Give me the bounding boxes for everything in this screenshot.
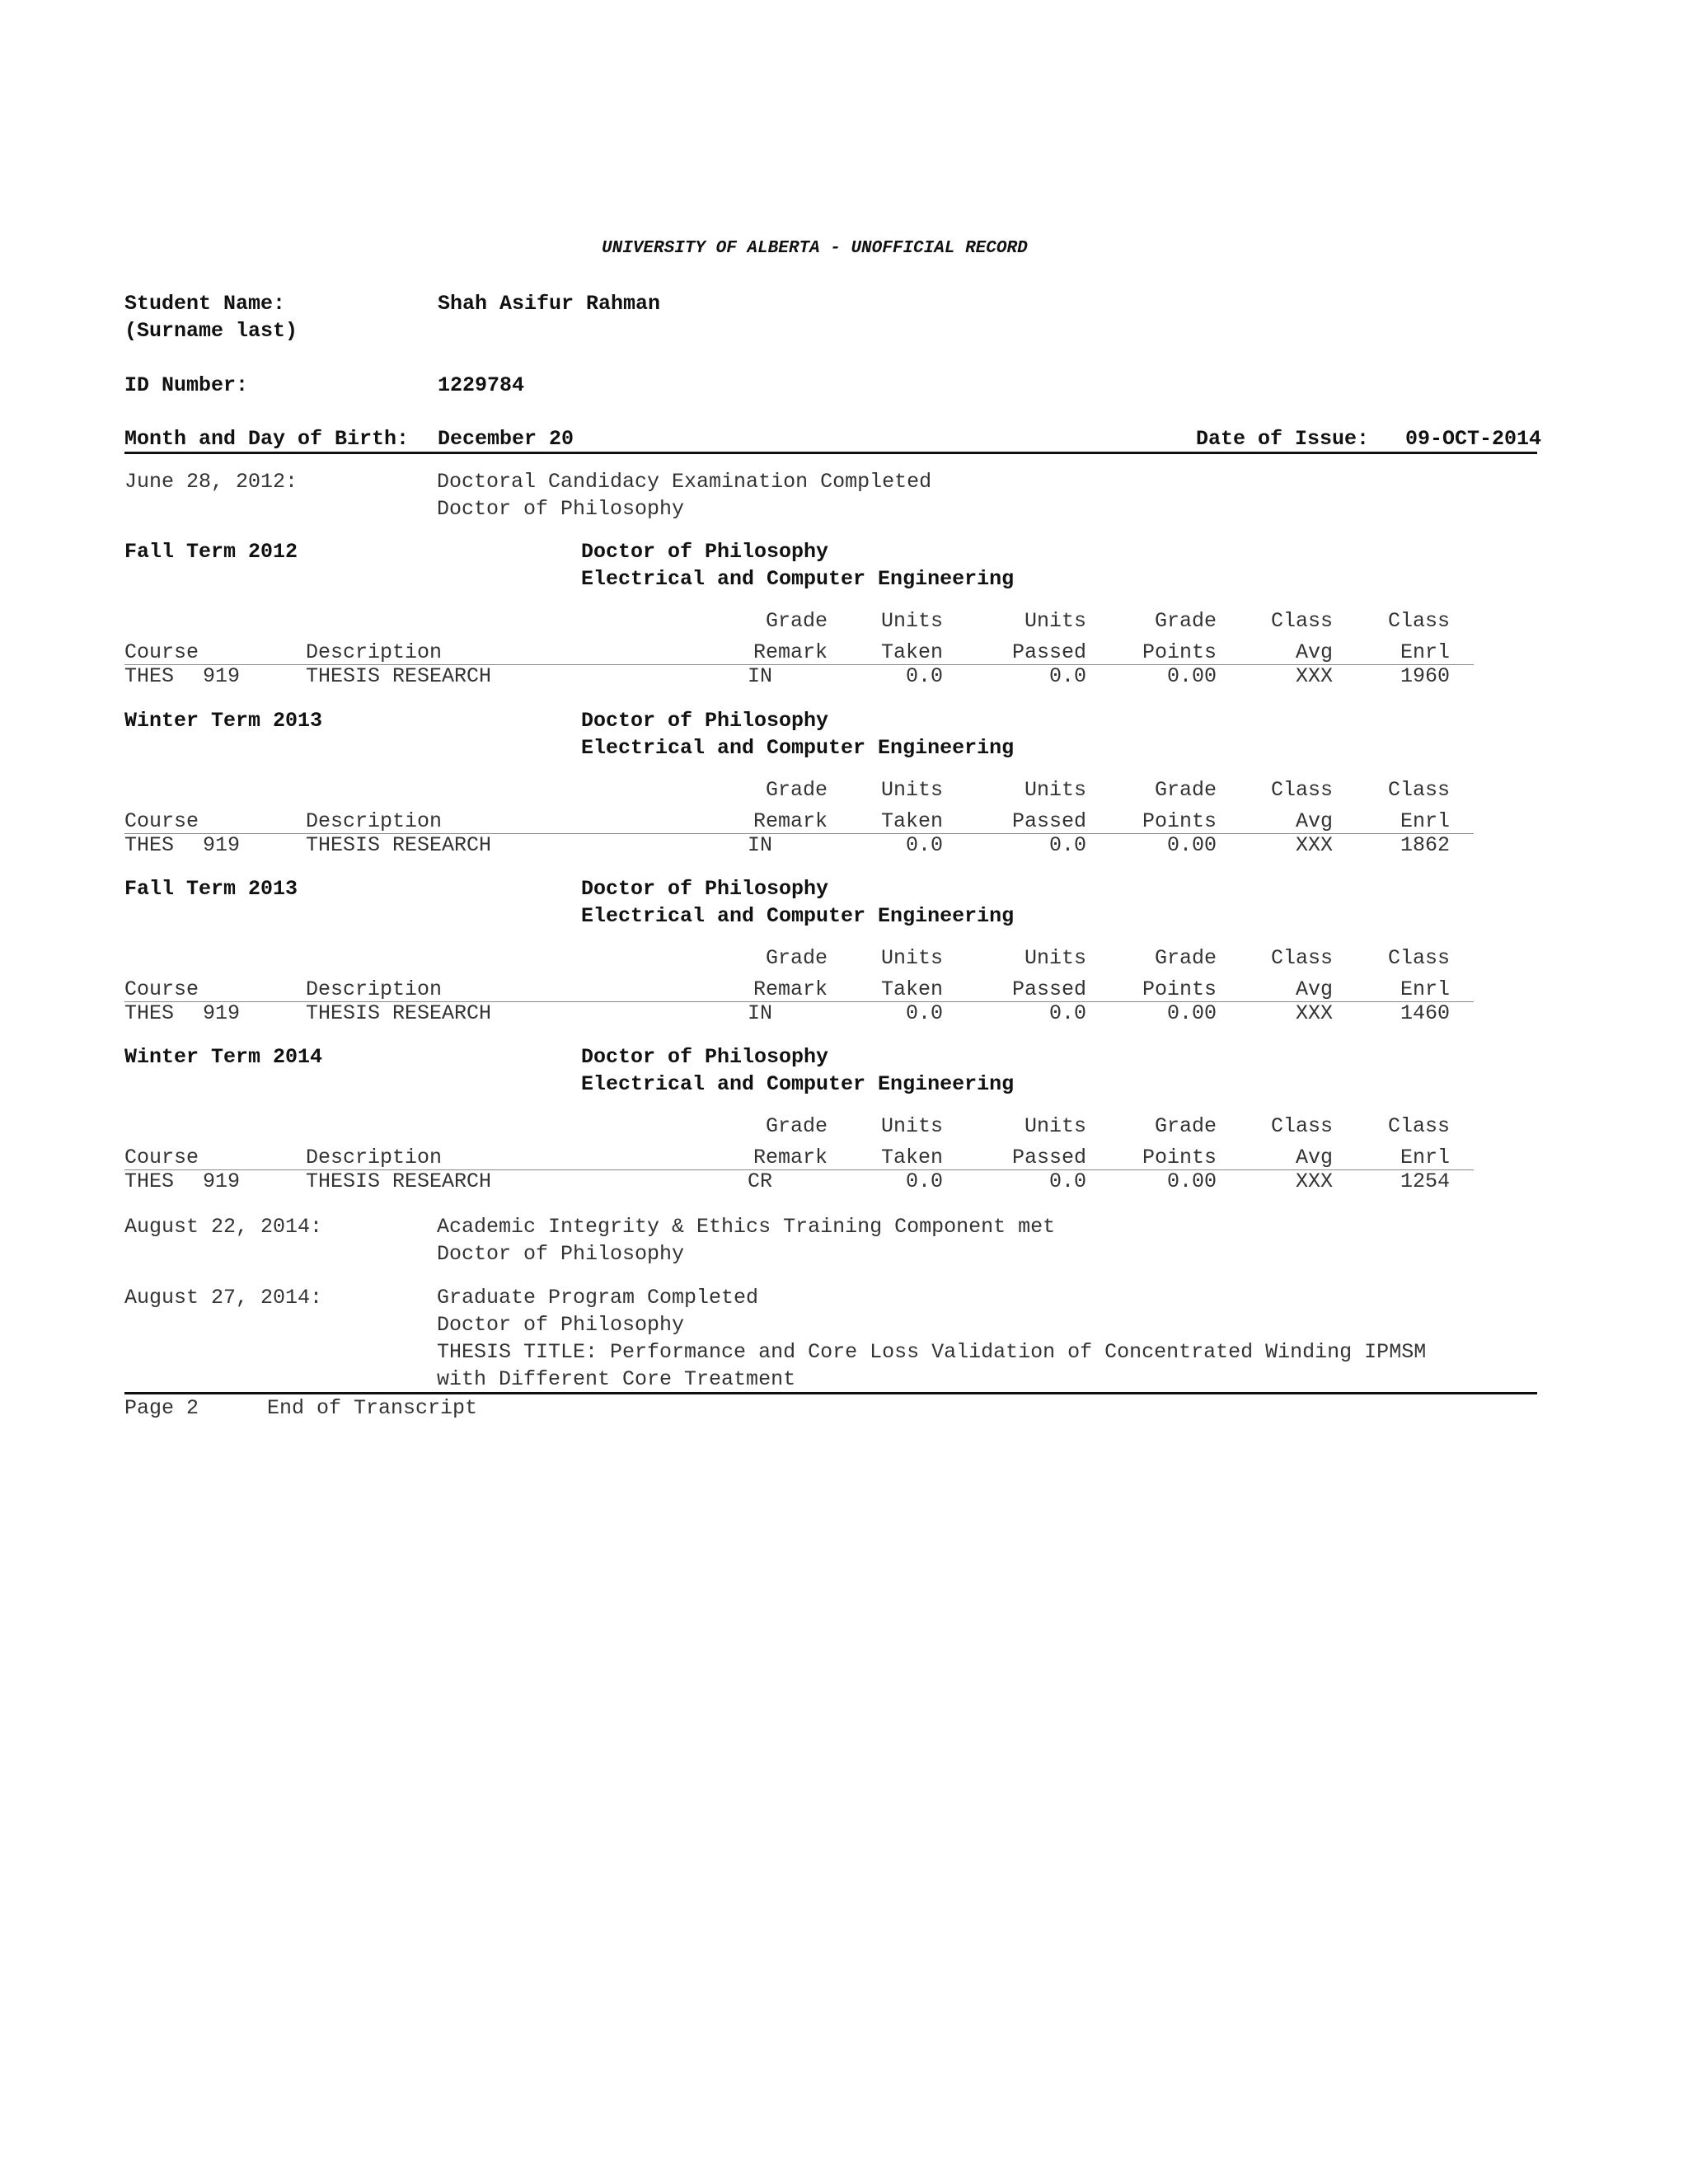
units-taken-header: Taken (880, 809, 943, 833)
units-taken-value: 0.0 (905, 1001, 943, 1025)
term-department: Electrical and Computer Engineering (581, 1072, 1015, 1096)
milestone-date: June 28, 2012: (124, 470, 298, 494)
grade-remark-header: Grade (765, 609, 828, 633)
class-avg-header: Avg (1295, 977, 1333, 1001)
class-enrl-value: 1960 (1400, 664, 1450, 688)
course-description: THESIS RESEARCH (306, 1169, 492, 1193)
class-avg-header: Avg (1295, 640, 1333, 664)
class-avg-header: Class (1270, 778, 1333, 802)
course-number: 919 (203, 1169, 241, 1193)
class-enrl-header: Class (1387, 778, 1450, 802)
units-passed-value: 0.0 (1048, 833, 1086, 857)
description-header: Description (306, 1146, 443, 1169)
class-avg-value: XXX (1295, 1169, 1333, 1193)
grade-points-value: 0.00 (1166, 1169, 1217, 1193)
class-avg-value: XXX (1295, 833, 1333, 857)
grade-points-header: Grade (1154, 946, 1217, 970)
footer-divider (124, 1392, 1537, 1394)
course-header: Course (124, 977, 199, 1001)
description-header: Description (306, 977, 443, 1001)
units-taken-header: Units (880, 946, 943, 970)
units-passed-value: 0.0 (1048, 1001, 1086, 1025)
milestone-program: Doctor of Philosophy (437, 1313, 685, 1337)
document-title: UNIVERSITY OF ALBERTA - UNOFFICIAL RECORD (602, 239, 1028, 258)
units-taken-header: Units (880, 1114, 943, 1138)
thesis-title: THESIS TITLE: Performance and Core Loss Validation of Concentrated Winding IPMSM (437, 1340, 1427, 1364)
milestone-date: August 22, 2014: (124, 1215, 323, 1239)
units-taken-header: Units (880, 609, 943, 633)
grade-points-header: Points (1142, 1146, 1217, 1169)
issue-date-value: 09-OCT-2014 (1405, 427, 1542, 451)
units-passed-header: Passed (1011, 809, 1086, 833)
milestone-date: August 27, 2014: (124, 1286, 323, 1310)
header-divider (124, 452, 1537, 454)
grade-points-value: 0.00 (1166, 1001, 1217, 1025)
milestone-program: Doctor of Philosophy (437, 497, 685, 521)
milestone-text: Academic Integrity & Ethics Training Component met (437, 1215, 1056, 1239)
grade-points-header: Points (1142, 640, 1217, 664)
class-enrl-value: 1862 (1400, 833, 1450, 857)
milestone-text: Graduate Program Completed (437, 1286, 759, 1310)
term-program: Doctor of Philosophy (581, 709, 829, 733)
units-passed-header: Units (1024, 609, 1086, 633)
grade-remark-header: Remark (753, 809, 828, 833)
term-title: Fall Term 2012 (124, 540, 298, 564)
grade-points-header: Points (1142, 977, 1217, 1001)
term-title: Fall Term 2013 (124, 877, 298, 901)
grade-remark-value: IN (748, 1001, 773, 1025)
grade-remark-value: CR (748, 1169, 773, 1193)
issue-date-label: Date of Issue: (1196, 427, 1370, 451)
description-header: Description (306, 640, 443, 664)
class-enrl-header: Class (1387, 946, 1450, 970)
class-enrl-header: Class (1387, 609, 1450, 633)
class-avg-header: Avg (1295, 809, 1333, 833)
course-header: Course (124, 1146, 199, 1169)
grade-points-header: Grade (1154, 609, 1217, 633)
grade-points-value: 0.00 (1166, 664, 1217, 688)
course-number: 919 (203, 664, 241, 688)
term-title: Winter Term 2014 (124, 1045, 323, 1069)
description-header: Description (306, 809, 443, 833)
grade-remark-header: Grade (765, 946, 828, 970)
id-number-label: ID Number: (124, 373, 249, 397)
grade-remark-header: Remark (753, 1146, 828, 1169)
units-taken-value: 0.0 (905, 833, 943, 857)
course-description: THESIS RESEARCH (306, 833, 492, 857)
class-avg-header: Class (1270, 609, 1333, 633)
units-taken-header: Taken (880, 1146, 943, 1169)
units-passed-value: 0.0 (1048, 664, 1086, 688)
units-taken-header: Units (880, 778, 943, 802)
grade-points-value: 0.00 (1166, 833, 1217, 857)
class-enrl-header: Enrl (1400, 1146, 1450, 1169)
course-description: THESIS RESEARCH (306, 1001, 492, 1025)
term-department: Electrical and Computer Engineering (581, 904, 1015, 928)
units-taken-value: 0.0 (905, 1169, 943, 1193)
course-description: THESIS RESEARCH (306, 664, 492, 688)
units-passed-header: Passed (1011, 640, 1086, 664)
course-subject: THES (124, 1001, 175, 1025)
class-avg-value: XXX (1295, 1001, 1333, 1025)
class-enrl-value: 1254 (1400, 1169, 1450, 1193)
grade-remark-header: Grade (765, 1114, 828, 1138)
units-taken-header: Taken (880, 640, 943, 664)
class-avg-header: Class (1270, 946, 1333, 970)
class-avg-header: Avg (1295, 1146, 1333, 1169)
grade-points-header: Grade (1154, 778, 1217, 802)
units-passed-header: Passed (1011, 1146, 1086, 1169)
end-of-transcript: End of Transcript (267, 1396, 478, 1420)
class-enrl-header: Enrl (1400, 640, 1450, 664)
course-subject: THES (124, 1169, 175, 1193)
course-header: Course (124, 809, 199, 833)
course-number: 919 (203, 1001, 241, 1025)
units-passed-header: Units (1024, 1114, 1086, 1138)
milestone-text: Doctoral Candidacy Examination Completed (437, 470, 932, 494)
class-enrl-header: Enrl (1400, 977, 1450, 1001)
page-number: Page 2 (124, 1396, 199, 1420)
grade-remark-header: Remark (753, 640, 828, 664)
thesis-title-continued: with Different Core Treatment (437, 1367, 796, 1391)
term-program: Doctor of Philosophy (581, 1045, 829, 1069)
class-avg-value: XXX (1295, 664, 1333, 688)
grade-remark-header: Remark (753, 977, 828, 1001)
class-avg-header: Class (1270, 1114, 1333, 1138)
birth-value: December 20 (438, 427, 574, 451)
birth-label: Month and Day of Birth: (124, 427, 410, 451)
milestone-program: Doctor of Philosophy (437, 1242, 685, 1266)
units-passed-header: Units (1024, 946, 1086, 970)
term-title: Winter Term 2013 (124, 709, 323, 733)
class-enrl-value: 1460 (1400, 1001, 1450, 1025)
grade-remark-value: IN (748, 833, 773, 857)
units-taken-value: 0.0 (905, 664, 943, 688)
term-program: Doctor of Philosophy (581, 540, 829, 564)
student-name-value: Shah Asifur Rahman (438, 292, 661, 316)
term-department: Electrical and Computer Engineering (581, 567, 1015, 591)
student-name-sublabel: (Surname last) (124, 319, 298, 343)
course-number: 919 (203, 833, 241, 857)
course-subject: THES (124, 664, 175, 688)
id-number-value: 1229784 (438, 373, 525, 397)
course-subject: THES (124, 833, 175, 857)
term-program: Doctor of Philosophy (581, 877, 829, 901)
units-passed-header: Units (1024, 778, 1086, 802)
class-enrl-header: Class (1387, 1114, 1450, 1138)
term-department: Electrical and Computer Engineering (581, 736, 1015, 760)
units-passed-value: 0.0 (1048, 1169, 1086, 1193)
grade-remark-header: Grade (765, 778, 828, 802)
grade-points-header: Grade (1154, 1114, 1217, 1138)
grade-remark-value: IN (748, 664, 773, 688)
student-name-label: Student Name: (124, 292, 286, 316)
class-enrl-header: Enrl (1400, 809, 1450, 833)
units-passed-header: Passed (1011, 977, 1086, 1001)
grade-points-header: Points (1142, 809, 1217, 833)
units-taken-header: Taken (880, 977, 943, 1001)
course-header: Course (124, 640, 199, 664)
